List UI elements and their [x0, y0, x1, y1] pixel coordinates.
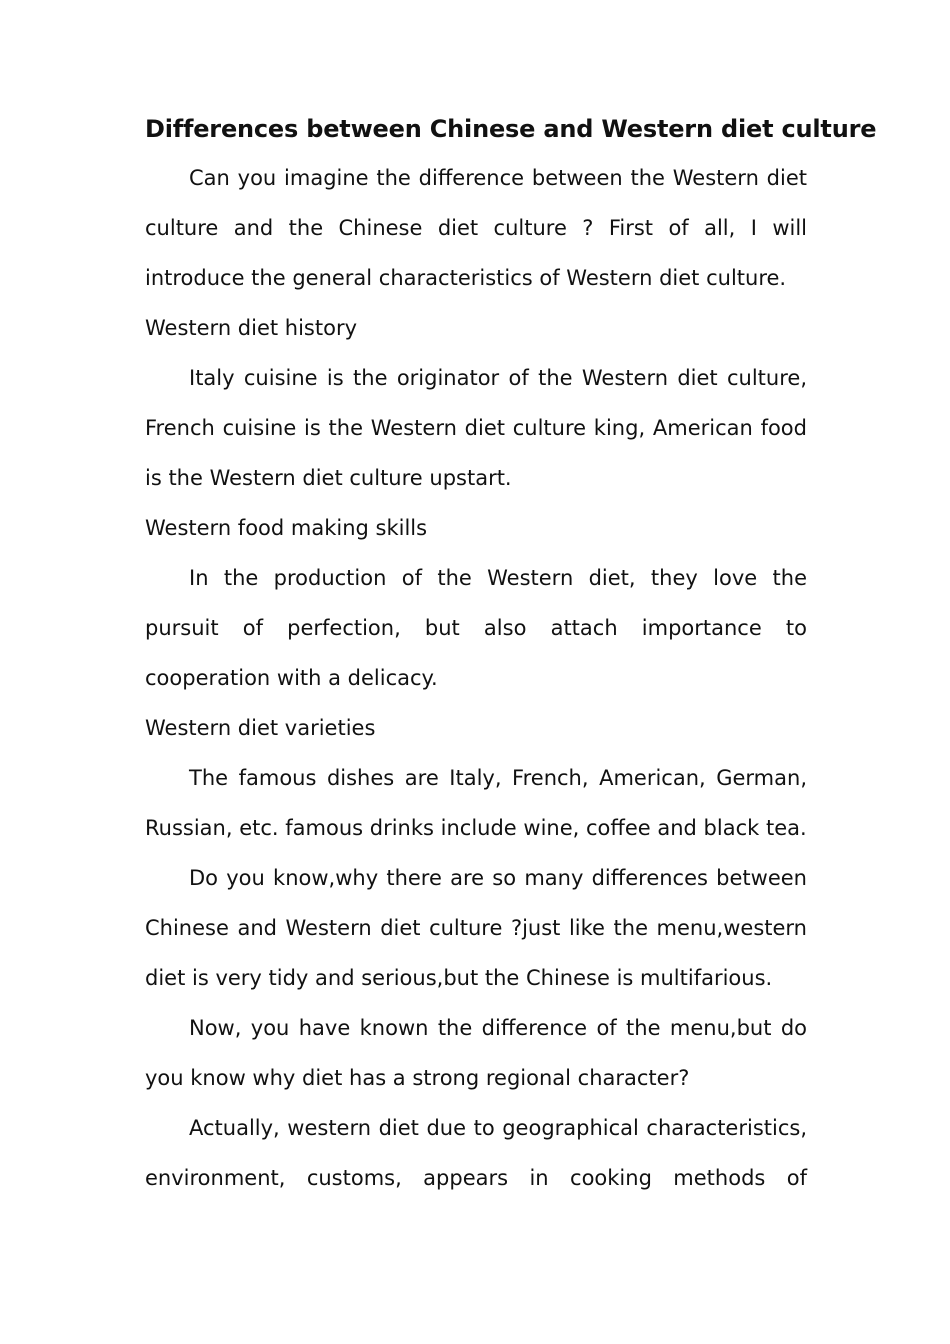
paragraph-menu: Now, you have known the difference of the menu,but do you know why diet has a strong regional character?: [145, 1016, 807, 1090]
section-heading-varieties: Western diet varieties: [145, 716, 376, 740]
paragraph-skills: In the production of the Western diet, they love the pursuit of perfection, but also attach importance to cooperation with a delicacy.: [145, 566, 807, 690]
section-heading-skills: Western food making skills: [145, 516, 428, 540]
paragraph-varieties: The famous dishes are Italy, French, American, German, Russian, etc. famous drinks include wine, coffee and black tea.: [145, 766, 807, 840]
section-heading-history: Western diet history: [145, 316, 358, 340]
document-title: Differences between Chinese and Western diet culture: [145, 115, 877, 143]
document-body: [145, 108, 877, 1203]
paragraph-intro: Can you imagine the difference between the Western diet culture and the Chinese diet culture ? First of all, I will introduce the general characteristics of Western diet culture.: [145, 166, 807, 290]
paragraph-geography: Actually, western diet due to geographical characteristics, environment, customs, appears in cooking methods of: [145, 1116, 807, 1190]
paragraph-history: Italy cuisine is the originator of the Western diet culture, French cuisine is the Western diet culture king, American food is the Western diet culture upstart.: [145, 366, 807, 490]
paragraph-differences: Do you know,why there are so many differences between Chinese and Western diet culture ?just like the menu,western diet is very tidy and serious,but the Chinese is multifarious.: [145, 866, 807, 990]
